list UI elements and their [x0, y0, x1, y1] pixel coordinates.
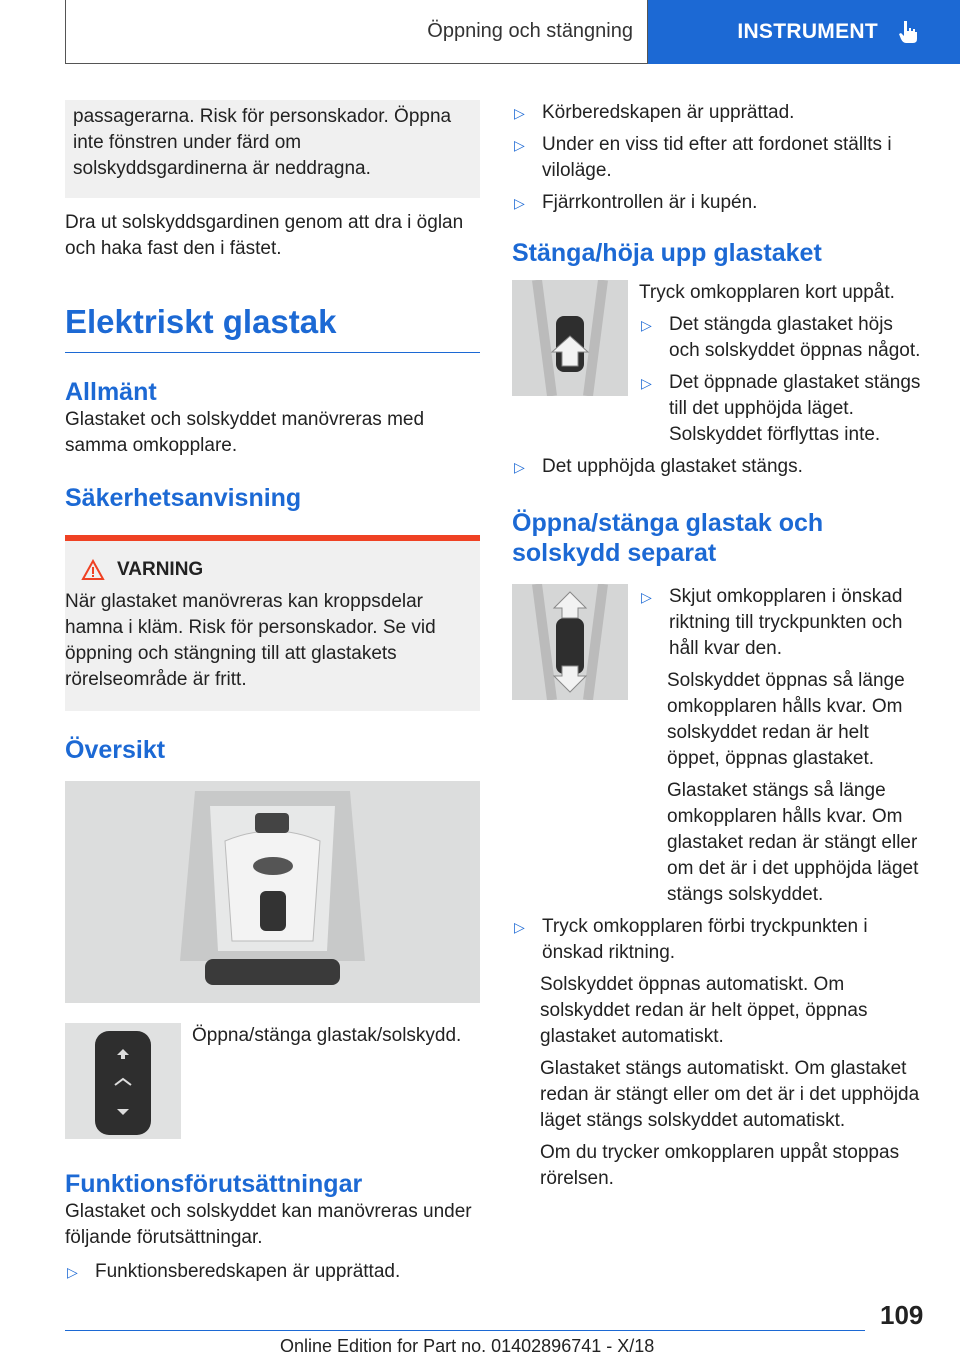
close-paragraph: Tryck omkopplaren kort uppåt. — [639, 282, 895, 303]
notice-continuation: passagerarna. Risk för personskador. Öppna inte fönstren under färd om solskyddsgardinerna är neddragna. — [73, 106, 452, 179]
separate-item — [512, 914, 925, 966]
overview-heading: Översikt — [65, 736, 166, 764]
bullet-triangle-icon: ▷ — [514, 195, 525, 211]
separate-paragraph: Solskyddet öppnas automatiskt. Om solskyddet redan är helt öppet, öppnas glastaket automatiskt. — [540, 974, 868, 1047]
switch-caption: Öppna/stänga glastak/solskydd. — [192, 1025, 462, 1046]
switch-up-photo — [512, 280, 628, 396]
prerequisite-text: Körberedskapen är upprättad. — [542, 102, 795, 123]
bullet-triangle-icon: ▷ — [514, 919, 525, 935]
close-item — [512, 454, 925, 480]
bullet-triangle-icon: ▷ — [67, 1264, 78, 1280]
separate-paragraph: Solskyddet öppnas så länge omkopplaren hålls kvar. Om solskyddet redan är helt öppet, öppnas glastaket. — [667, 670, 905, 769]
separate-paragraph: Glastaket stängs så länge omkopplaren hålls kvar. Om glastaket redan är stängt eller om det är i det upphöjda läget stängs solskyddet. — [667, 780, 919, 905]
prerequisite-text: Under en viss tid efter att fordonet ställts i viloläge. — [542, 134, 892, 181]
section-header — [65, 0, 648, 64]
close-section — [512, 280, 925, 448]
page-title: Elektriskt glastak — [65, 302, 480, 353]
separate-item-text: Tryck omkopplaren förbi tryckpunkten i önskad riktning. — [542, 916, 868, 963]
bullet-triangle-icon: ▷ — [514, 459, 525, 475]
left-column — [65, 100, 480, 1285]
close-text — [639, 280, 925, 448]
close-heading: Stänga/höja upp glastaket — [512, 239, 822, 267]
close-item-text: Det öppnade glastaket stängs till det upphöjda läget. Solskyddet förflyttas inte. — [669, 372, 921, 445]
notice-continuation-box — [65, 100, 480, 198]
general-heading: Allmänt — [65, 378, 157, 406]
switch-closeup-photo — [65, 1023, 181, 1139]
bullet-triangle-icon: ▷ — [514, 105, 525, 121]
chapter-tab[interactable] — [648, 0, 960, 64]
separate-paragraph: Om du trycker omkopplaren uppåt stoppas rörelsen. — [540, 1142, 900, 1189]
roof-switch-illustration — [65, 1023, 181, 1139]
switch-up-illustration — [512, 280, 628, 396]
hand-pointer-icon — [898, 19, 920, 45]
separate-paragraph: Glastaket stängs automatiskt. Om glastaket redan är stängt eller om det är i det upphöjda läget stängs solskyddet automatiskt. — [540, 1058, 920, 1131]
general-paragraph: Glastaket och solskyddet manövreras med samma omkopplare. — [65, 409, 425, 456]
warning-header — [65, 559, 470, 581]
roof-console-illustration — [65, 781, 480, 1003]
roof-console-photo — [65, 781, 480, 1003]
warning-text: När glastaket manövreras kan kroppsdelar hamna i kläm. Risk för personskador. Se vid öppning och stängning till att glastakets rörelseområde är fritt. — [65, 591, 436, 690]
close-item — [639, 370, 925, 448]
prerequisite-item — [512, 132, 925, 184]
edition-text: Online Edition for Part no. 01402896741 - X/18 — [280, 1336, 655, 1356]
prerequisites-paragraph: Glastaket och solskyddet kan manövreras under följande förutsättningar. — [65, 1201, 472, 1248]
close-item-text: Det stängda glastaket höjs och solskyddet öppnas något. — [669, 314, 921, 361]
close-item-text: Det upphöjda glastaket stängs. — [542, 456, 803, 477]
prerequisite-item — [512, 190, 925, 216]
separate-item — [639, 584, 925, 662]
warning-box — [65, 535, 480, 711]
page-number: 109 — [880, 1300, 924, 1330]
bullet-triangle-icon: ▷ — [641, 317, 652, 333]
warning-label: VARNING — [117, 559, 204, 580]
switch-both-illustration — [512, 584, 628, 700]
bullet-triangle-icon: ▷ — [514, 137, 525, 153]
separate-section — [512, 584, 925, 908]
separate-item-text: Skjut omkopplaren i önskad riktning till tryckpunkten och håll kvar den. — [669, 586, 903, 659]
warning-triangle-icon — [81, 559, 105, 581]
prerequisites-heading: Funktionsförutsättningar — [65, 1170, 363, 1198]
intro-paragraph: Dra ut solskyddsgardinen genom att dra i öglan och haka fast den i fästet. — [65, 212, 464, 259]
chapter-title: INSTRUMENT — [737, 20, 878, 43]
close-item — [639, 312, 925, 364]
separate-text — [639, 584, 925, 908]
section-title: Öppning och stängning — [427, 20, 633, 42]
prerequisite-text: Fjärrkontrollen är i kupén. — [542, 192, 758, 213]
footer-divider — [65, 1330, 865, 1331]
prerequisite-item — [512, 100, 925, 126]
bullet-triangle-icon: ▷ — [641, 375, 652, 391]
safety-heading: Säkerhetsanvisning — [65, 484, 302, 512]
right-column — [512, 100, 925, 1192]
separate-heading: Öppna/stänga glastak och solskydd separat — [512, 509, 824, 567]
prerequisite-text: Funktionsberedskapen är upprättad. — [95, 1261, 401, 1282]
bullet-triangle-icon: ▷ — [641, 589, 652, 605]
prerequisite-item — [65, 1259, 480, 1285]
switch-both-photo — [512, 584, 628, 700]
switch-detail-row — [65, 1023, 480, 1139]
